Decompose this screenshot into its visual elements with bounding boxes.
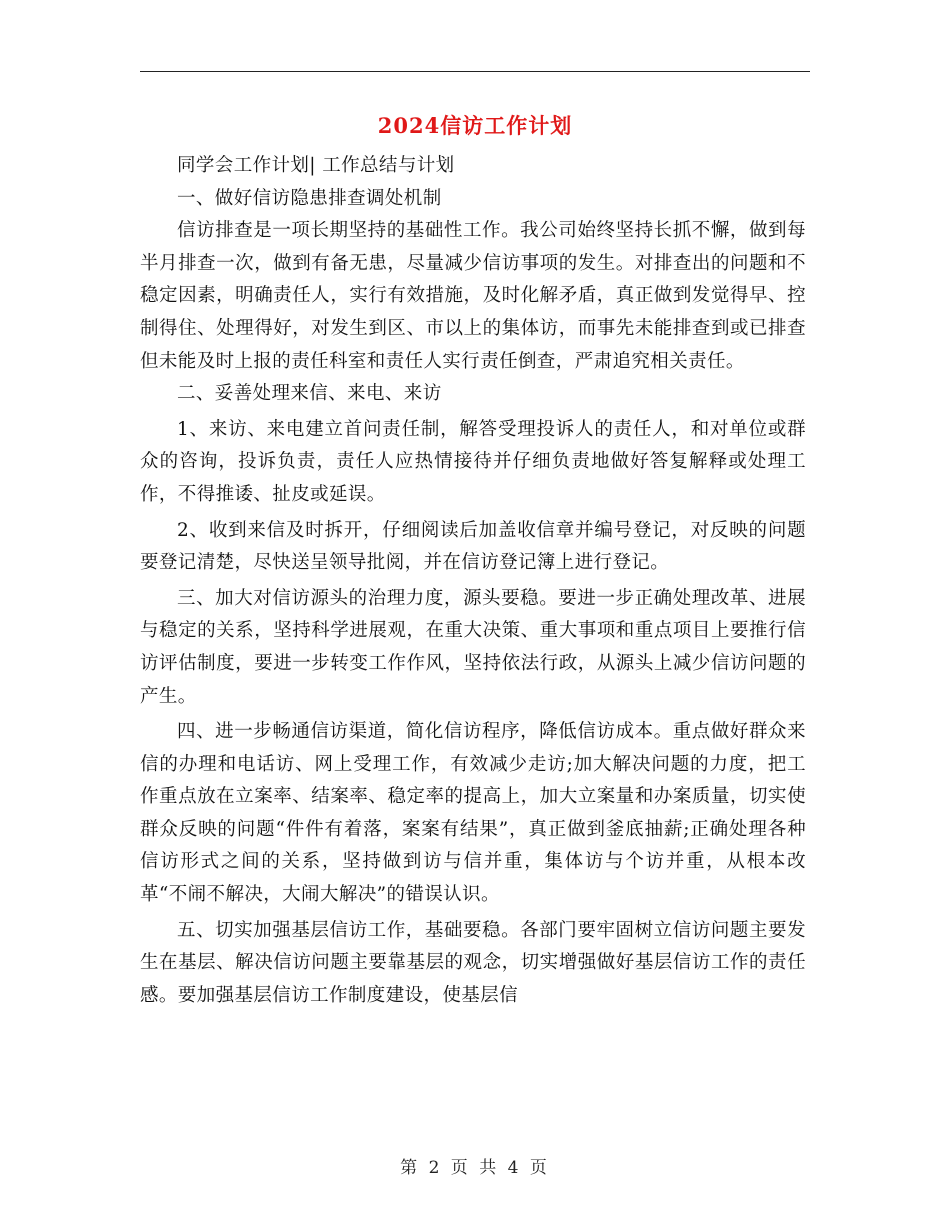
page-number-footer: 第 2 页 共 4 页: [400, 1158, 550, 1178]
paragraph-section-2-heading: 二、妥善处理来信、来电、来访: [177, 383, 442, 405]
paragraph-section-1-heading: 一、做好信访隐患排查调处机制: [177, 187, 442, 209]
document-body: [140, 150, 806, 1012]
paragraph-section-3: 三、加大对信访源头的治理力度，源头要稳。要进一步正确处理改革、进展与稳定的关系，坚持科学进展观，在重大决策、重大事项和重点项目上要推行信访评估制度，要进一步转变工作作风，坚持依法行政，从源头上减少信访问题的产生。: [140, 587, 806, 707]
paragraph-section-5: 五、切实加强基层信访工作，基础要稳。各部门要牢固树立信访问题主要发生在基层、解决信访问题主要靠基层的观念，切实增强做好基层信访工作的责任感。要加强基层信访工作制度建设，使基层信: [140, 919, 806, 1006]
header-rule: [140, 71, 810, 72]
paragraph-section-2-item-2: 2、收到来信及时拆开，仔细阅读后加盖收信章并编号登记，对反映的问题要登记清楚，尽快送呈领导批阅，并在信访登记簿上进行登记。: [140, 519, 806, 574]
paragraph-section-4: 四、进一步畅通信访渠道，简化信访程序，降低信访成本。重点做好群众来信的办理和电话访、网上受理工作，有效减少走访;加大解决问题的力度，把工作重点放在立案率、结案率、稳定率的提高上，加大立案量和办案质量，切实使群众反映的问题“件件有着落，案案有结果”，真正做到釜底抽薪;正确处理各种信访形式之间的关系，坚持做到访与信并重，集体访与个访并重，从根本改革“不闹不解决，大闹大解决”的错误认识。: [140, 721, 806, 906]
paragraph-section-2-item-1: 1、来访、来电建立首问责任制，解答受理投诉人的责任人，和对单位或群众的咨询，投诉负责，责任人应热情接待并仔细负责地做好答复解释或处理工作，不得推诿、扯皮或延误。: [140, 418, 806, 505]
paragraph-section-1-body: 信访排查是一项长期坚持的基础性工作。我公司始终坚持长抓不懈，做到每半月排查一次，做到有备无患，尽量减少信访事项的发生。对排查出的问题和不稳定因素，明确责任人，实行有效措施，及时化解矛盾，真正做到发觉得早、控制得住、处理得好，对发生到区、市以上的集体访，而事先未能排查到或已排查但未能及时上报的责任科室和责任人实行责任倒查，严肃追究相关责任。: [140, 220, 806, 372]
document-title: 2024信访工作计划: [377, 113, 573, 138]
paragraph-category: 同学会工作计划| 工作总结与计划: [177, 155, 455, 176]
